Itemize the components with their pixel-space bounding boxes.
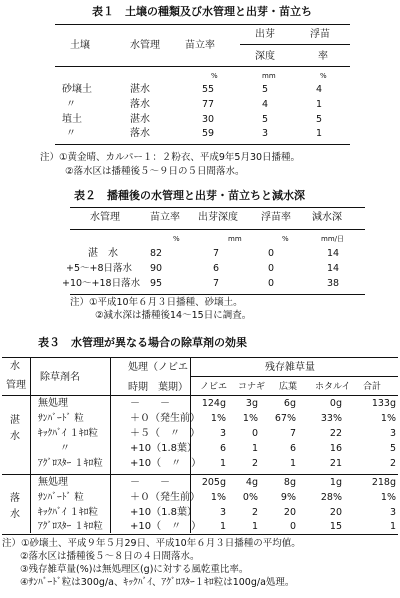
table2-top-rule bbox=[70, 207, 365, 208]
table1-depth: 5 bbox=[262, 84, 269, 95]
table3-broadleaf: 6 bbox=[289, 443, 296, 454]
table3-section2-water-1: 落 bbox=[10, 493, 20, 504]
table2-col-float: 浮苗率 bbox=[261, 212, 291, 223]
table1-note-1: 注）①黄金晴、カルパー１：２粉衣、平成9年5月30日播種。 bbox=[40, 152, 301, 163]
table2-col-depth: 出芽深度 bbox=[198, 212, 238, 223]
table3-nobie: 1 bbox=[219, 458, 226, 469]
table3-hotarui: 16 bbox=[329, 443, 342, 454]
table3-head-rule-partial bbox=[190, 376, 398, 377]
table3-hotarui: 28% bbox=[320, 492, 342, 503]
table3-col-nobie: ノビエ bbox=[200, 382, 228, 392]
table1-float: 4 bbox=[316, 84, 323, 95]
table3-konagi: 1 bbox=[251, 521, 258, 532]
table2-unit-mm: mm bbox=[228, 235, 242, 243]
table3-treatment: +10（ 〃 ） bbox=[130, 458, 202, 469]
table2-stand: 90 bbox=[150, 263, 163, 274]
table3-konagi: 0% bbox=[242, 492, 258, 503]
table3-konagi: 2 bbox=[251, 507, 258, 518]
table3-nobie: 3 bbox=[219, 507, 226, 518]
table3-nobie: 1 bbox=[219, 521, 226, 532]
table1-water: 湛水 bbox=[130, 84, 150, 95]
table3-col-water-2: 管理 bbox=[6, 380, 26, 391]
table2-unit-perc: mm/日 bbox=[321, 235, 344, 243]
table3-hotarui: 0g bbox=[329, 398, 342, 409]
table2-col-perc: 減水深 bbox=[312, 212, 342, 223]
table3-col-broadleaf: 広葉 bbox=[279, 382, 298, 392]
table3-broadleaf: 9% bbox=[280, 492, 296, 503]
table2-depth: 6 bbox=[213, 263, 220, 274]
table3-total: 3 bbox=[389, 507, 396, 518]
table3-nobie: 1% bbox=[210, 413, 226, 424]
table2-perc: 38 bbox=[327, 278, 340, 289]
table1-note-2: ②落水区は播種後５～９日の５日間落水。 bbox=[65, 166, 245, 177]
table2-float: 0 bbox=[268, 263, 275, 274]
table3-broadleaf: 67% bbox=[274, 413, 296, 424]
table3-hotarui: 20 bbox=[329, 507, 342, 518]
table1-col-stand: 苗立率 bbox=[185, 40, 215, 51]
table2-head-rule bbox=[70, 229, 365, 230]
table1-depth: 3 bbox=[262, 128, 269, 139]
table3-total: 1% bbox=[380, 413, 396, 424]
table3-hotarui: 21 bbox=[329, 458, 342, 469]
table3-col-residual: 残存雑草量 bbox=[265, 362, 315, 373]
table3-herbicide: ｷｯｸﾊﾞｲ １ｷﾛ粒 bbox=[38, 428, 99, 439]
table3-section1-water-2: 水 bbox=[10, 431, 20, 442]
table1-bottom-rule bbox=[55, 144, 350, 145]
table3-total: 218g bbox=[371, 477, 396, 488]
table1-title: 表１ 土壌の種類及び水管理と出芽・苗立ち bbox=[92, 5, 312, 18]
table1-water: 湛水 bbox=[130, 114, 150, 125]
table2-perc: 14 bbox=[327, 263, 340, 274]
table3-section-rule bbox=[2, 474, 398, 475]
table3-total: 133g bbox=[371, 398, 396, 409]
table3-note-4: ④ｻﾝﾊﾞｰﾄﾞ粒は300g/a、ｷｯｸﾊﾞｲ、ｱｸﾞﾛｽﾀｰ１ｷﾛ粒は100g/a処理。 bbox=[20, 577, 295, 588]
table2-unit-pct2: % bbox=[282, 235, 289, 243]
table3-note-1: 注）①砂壌土、平成９年５月29日、平成10年６月３日播種の平均値。 bbox=[2, 538, 301, 549]
table1-stand: 30 bbox=[202, 114, 215, 125]
table2-bottom-rule bbox=[70, 294, 365, 295]
table3-treatment: +10（1.8葉） bbox=[130, 443, 198, 454]
table3-treatment: ＋０（発生前） bbox=[130, 413, 200, 424]
table3-total: 1 bbox=[389, 521, 396, 532]
table1-top-rule bbox=[55, 24, 350, 25]
table1-float: 1 bbox=[316, 99, 323, 110]
table2-float: 0 bbox=[268, 278, 275, 289]
table3-total: 3 bbox=[389, 428, 396, 439]
table3-bottom-rule bbox=[2, 534, 398, 535]
table3-total: 2 bbox=[389, 458, 396, 469]
table3-treatment: ＋０（発生前） bbox=[130, 492, 200, 503]
table3-herbicide: 無処理 bbox=[38, 398, 68, 409]
table3-section2-water-2: 水 bbox=[10, 509, 20, 520]
table3-nobie: 124g bbox=[201, 398, 226, 409]
table3-col-hotarui: ホタルイ bbox=[315, 382, 351, 392]
table3-total: 5 bbox=[389, 443, 396, 454]
table3-herbicide: ｷｯｸﾊﾞｲ １ｷﾛ粒 bbox=[38, 507, 99, 518]
table2-unit-pct: % bbox=[173, 235, 180, 243]
table3-title: 表３ 水管理が異なる場合の除草剤の効果 bbox=[38, 336, 247, 349]
table3-total: 1% bbox=[380, 492, 396, 503]
table3-broadleaf: 20 bbox=[283, 507, 296, 518]
table1-stand: 77 bbox=[202, 99, 215, 110]
table3-herbicide: ｱｸﾞﾛｽﾀｰ １ｷﾛ粒 bbox=[38, 521, 103, 532]
table3-broadleaf: 8g bbox=[283, 477, 296, 488]
table3-herbicide: ｻﾝﾊﾞｰﾄﾞ 粒 bbox=[38, 413, 84, 424]
table3-col-total: 合計 bbox=[363, 382, 382, 392]
table3-herbicide: ｻﾝﾊﾞｰﾄﾞ 粒 bbox=[38, 492, 84, 503]
table3-nobie: 6 bbox=[219, 443, 226, 454]
table3-col-treatment-1: 処理（ノビエ bbox=[128, 362, 188, 373]
table3-broadleaf: 7 bbox=[289, 428, 296, 439]
table3-col-water-1: 水 bbox=[10, 361, 20, 372]
table3-head-rule bbox=[2, 395, 398, 396]
table3-treatment: +10（ 〃 ） bbox=[130, 521, 202, 532]
table3-broadleaf: 0 bbox=[289, 521, 296, 532]
table2-col-stand: 苗立率 bbox=[150, 212, 180, 223]
table2-water: +5～+8日落水 bbox=[66, 263, 133, 274]
table2-title: 表２ 播種後の水管理と出芽・苗立ちと減水深 bbox=[74, 189, 305, 202]
table2-water: 湛 水 bbox=[88, 248, 118, 259]
table2-perc: 14 bbox=[327, 248, 340, 259]
table3-nobie: 205g bbox=[201, 477, 226, 488]
table3-hotarui: 1g bbox=[329, 477, 342, 488]
table1-head-rule bbox=[55, 66, 350, 67]
table2-water: +10～+18日落水 bbox=[62, 278, 141, 289]
table3-divider-water bbox=[30, 357, 31, 533]
table2-note-1: 注）①平成10年６月３日播種、砂壌土。 bbox=[70, 297, 243, 308]
table3-konagi: 1 bbox=[251, 443, 258, 454]
table3-note-2: ②落水区は播種後５～８日の４日間落水。 bbox=[20, 551, 200, 562]
table3-col-konagi: コナギ bbox=[238, 382, 266, 392]
table2-stand: 82 bbox=[150, 248, 163, 259]
table3-nobie: 3 bbox=[219, 428, 226, 439]
table3-konagi: 1% bbox=[242, 413, 258, 424]
table1-col-emergence-1: 出芽 bbox=[255, 29, 275, 40]
table2-depth: 7 bbox=[213, 248, 220, 259]
table3-konagi: 3g bbox=[245, 398, 258, 409]
table1-stand: 59 bbox=[202, 128, 215, 139]
table1-float: 5 bbox=[316, 114, 323, 125]
table1-col-water: 水管理 bbox=[130, 40, 160, 51]
table1-unit-pct2: % bbox=[320, 72, 327, 80]
table3-herbicide: 〃 bbox=[60, 443, 70, 454]
table1-unit-pct: % bbox=[211, 72, 218, 80]
table3-col-herbicide: 除草剤名 bbox=[40, 372, 80, 383]
table2-depth: 7 bbox=[213, 278, 220, 289]
table3-treatment: － － bbox=[130, 398, 170, 409]
table2-float: 0 bbox=[268, 248, 275, 259]
table1-soil: 砂壌土 bbox=[62, 84, 92, 95]
table3-hotarui: 15 bbox=[329, 521, 342, 532]
table3-hotarui: 33% bbox=[320, 413, 342, 424]
table3-herbicide: ｱｸﾞﾛｽﾀｰ １ｷﾛ粒 bbox=[38, 458, 103, 469]
table3-note-3: ③残存雑草量(%)は無処理区(g)に対する風乾重比率。 bbox=[20, 564, 249, 575]
table1-head-rule-partial bbox=[240, 44, 350, 45]
table1-col-float-2: 率 bbox=[318, 51, 328, 62]
table2-col-water: 水管理 bbox=[90, 212, 120, 223]
table1-col-emergence-2: 深度 bbox=[255, 51, 275, 62]
table2-note-2: ②減水深は播種後14～15日に調査。 bbox=[95, 310, 252, 321]
table3-treatment: － － bbox=[130, 477, 170, 488]
table3-col-treatment-2: 時期 葉期） bbox=[128, 382, 188, 393]
table1-col-float-1: 浮苗 bbox=[310, 29, 330, 40]
table3-top-rule bbox=[2, 357, 398, 358]
table1-soil: 〃 bbox=[66, 99, 76, 110]
table3-broadleaf: 6g bbox=[283, 398, 296, 409]
table3-herbicide: 無処理 bbox=[38, 477, 68, 488]
table1-depth: 5 bbox=[262, 114, 269, 125]
table3-konagi: 2 bbox=[251, 458, 258, 469]
table1-stand: 55 bbox=[202, 84, 215, 95]
table3-nobie: 1% bbox=[210, 492, 226, 503]
table3-treatment: +10（1.8葉） bbox=[130, 507, 198, 518]
table1-col-soil: 土壌 bbox=[70, 40, 90, 51]
table1-soil: 〃 bbox=[66, 128, 76, 139]
table3-section1-water-1: 湛 bbox=[10, 415, 20, 426]
table3-hotarui: 22 bbox=[329, 428, 342, 439]
table3-treatment: ＋５（ 〃 ） bbox=[130, 428, 200, 439]
table1-water: 落水 bbox=[130, 128, 150, 139]
table1-unit-mm: mm bbox=[262, 72, 276, 80]
table3-konagi: 0 bbox=[251, 428, 258, 439]
table2-stand: 95 bbox=[150, 278, 163, 289]
table1-soil: 埴土 bbox=[62, 114, 82, 125]
table1-float: 1 bbox=[316, 128, 323, 139]
table3-divider-herb bbox=[110, 357, 111, 533]
table3-broadleaf: 1 bbox=[289, 458, 296, 469]
table3-konagi: 4g bbox=[245, 477, 258, 488]
table1-depth: 4 bbox=[262, 99, 269, 110]
table1-water: 落水 bbox=[130, 99, 150, 110]
